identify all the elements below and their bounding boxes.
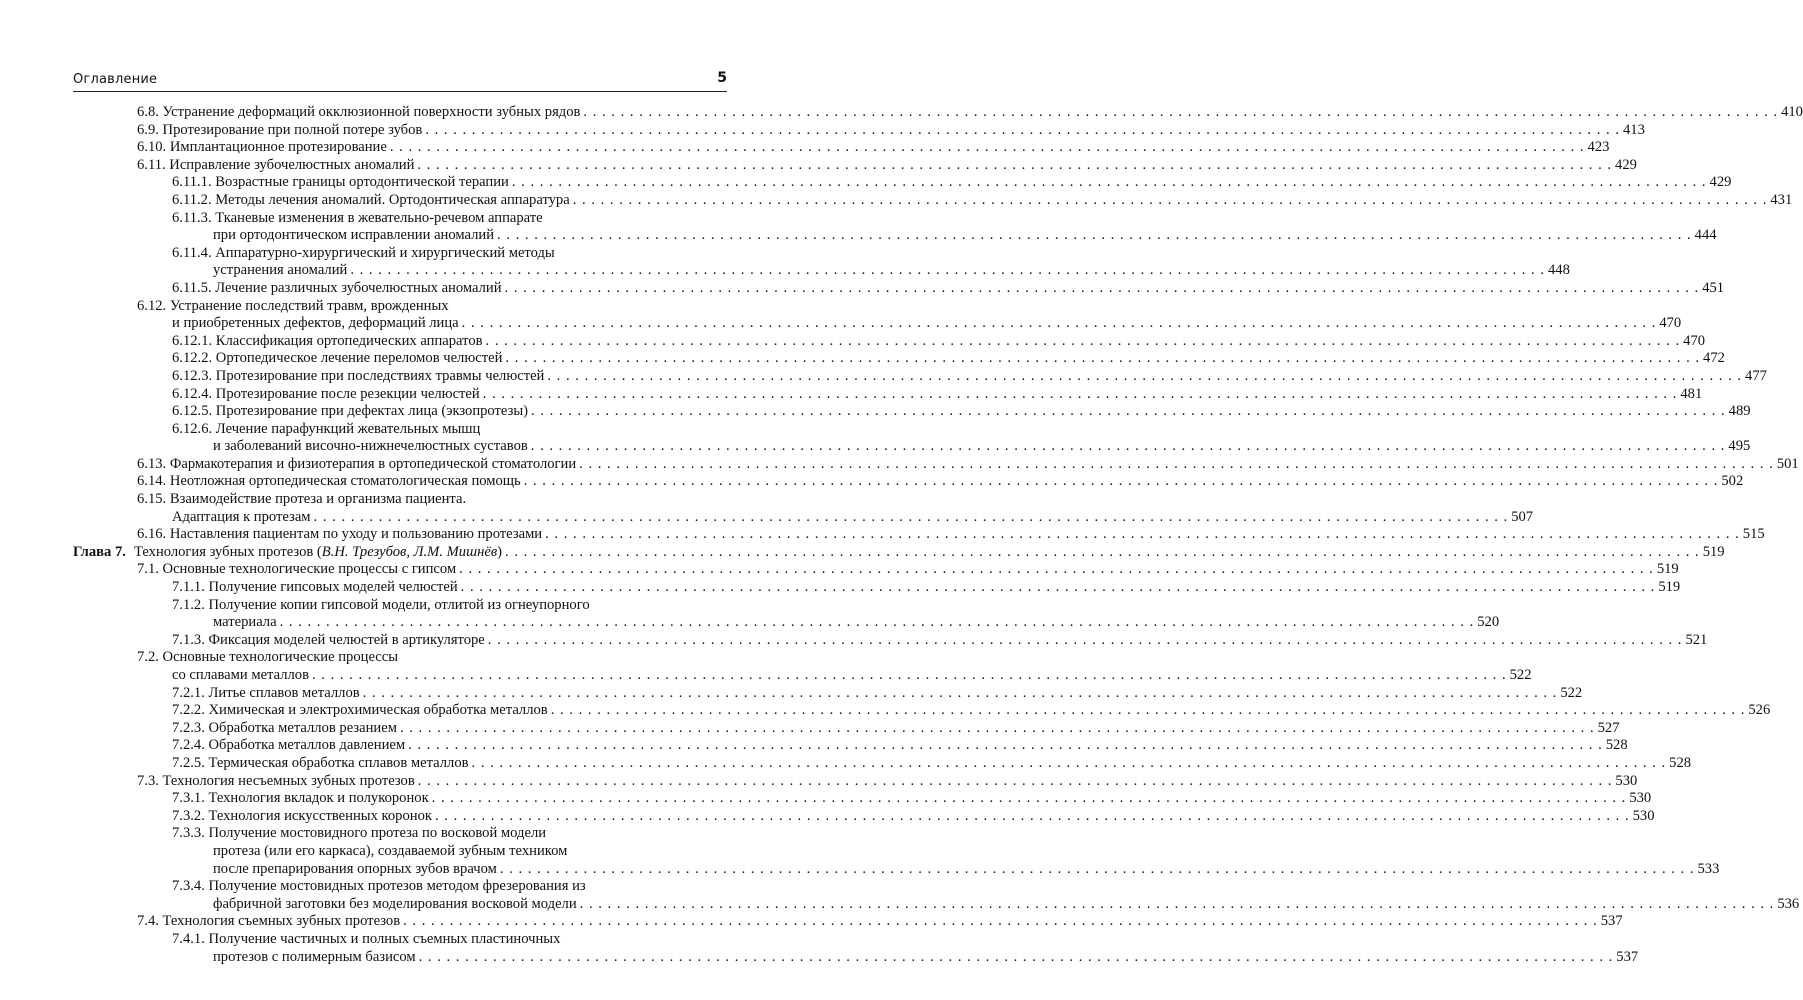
toc-entry[interactable] <box>73 403 1751 421</box>
chapter-label: Глава 7. <box>73 543 126 560</box>
toc-page-number: 530 <box>1632 807 1655 824</box>
toc-entry[interactable] <box>73 702 1771 720</box>
toc-line <box>73 385 1703 404</box>
toc-title: протезов с полимерным базисом <box>213 948 416 965</box>
toc-page-number: 413 <box>1622 121 1645 138</box>
toc-page-number: 502 <box>1721 473 1744 490</box>
toc-title: 6.16. Наставления пациентам по уходу и пользованию протезами <box>137 526 543 543</box>
toc-title: 7.2. Основные технологические процессы <box>137 649 399 666</box>
toc-page-number: 533 <box>1697 860 1720 877</box>
toc-line <box>73 262 1570 280</box>
toc-entry[interactable] <box>73 790 1652 808</box>
dot-leader <box>548 702 1749 720</box>
toc-line <box>73 491 727 509</box>
toc-title: 7.3.3. Получение мостовидного протеза по восковой модели <box>172 825 547 842</box>
toc-title: 7.3.4. Получение мостовидных протезов методом фрезерования из <box>172 878 586 895</box>
dot-leader <box>528 403 1729 421</box>
dot-leader <box>542 526 1743 544</box>
toc-page-number: 472 <box>1703 350 1725 367</box>
toc-line <box>73 825 727 843</box>
toc-line <box>73 210 727 228</box>
toc-title: 7.4. Технология съемных зубных протезов <box>137 913 401 930</box>
running-title: Оглавление <box>73 72 158 87</box>
running-header <box>73 68 727 90</box>
toc-title: устранения аномалий <box>213 262 348 279</box>
chapter-authors: В.Н. Трезубов, Л.М. Мишнёв <box>321 543 498 560</box>
dot-leader <box>544 368 1745 386</box>
dot-leader <box>502 280 1703 298</box>
toc-line <box>73 860 1720 879</box>
toc-title: 7.2.3. Обработка металлов резанием <box>172 719 397 736</box>
chapter-title-end: ) <box>497 543 503 560</box>
toc-title: и заболеваний височно-нижнечелюстных суставов <box>213 438 528 455</box>
toc-page-number: 530 <box>1629 790 1652 807</box>
dot-leader <box>429 790 1630 808</box>
toc-line <box>73 737 1628 755</box>
toc-page-number: 530 <box>1615 772 1638 789</box>
toc-line <box>73 332 1706 351</box>
toc-entry[interactable] <box>73 297 1682 333</box>
toc-page-number: 521 <box>1685 631 1708 648</box>
toc-line <box>73 684 1583 703</box>
toc-page-number: 519 <box>1702 543 1725 560</box>
dot-leader <box>469 755 1670 773</box>
dot-leader <box>576 456 1777 474</box>
toc-line <box>73 790 1652 808</box>
toc-title: 6.15. Взаимодействие протеза и организма пациента. <box>137 491 467 508</box>
toc-page-number: 431 <box>1770 191 1793 208</box>
toc-line <box>73 191 1793 210</box>
toc-entry[interactable] <box>73 332 1706 351</box>
toc-entry[interactable] <box>73 139 1610 157</box>
toc-title: 7.3. Технология несъемных зубных протезов <box>137 772 415 789</box>
toc-title: материала <box>213 614 277 631</box>
toc-title: 6.12.5. Протезирование при дефектах лица (экзопротезы) <box>172 403 529 420</box>
toc-title: 6.12.4. Протезирование после резекции челюстей <box>172 385 480 402</box>
toc-line <box>73 878 727 896</box>
toc-line <box>73 667 1532 685</box>
toc-line <box>73 526 1765 544</box>
toc-line <box>73 579 1681 597</box>
toc-page-number: 515 <box>1742 526 1765 543</box>
toc-page-number: 470 <box>1683 332 1706 349</box>
toc-page-number: 536 <box>1777 895 1800 912</box>
dot-leader <box>459 315 1660 333</box>
toc-line <box>73 104 1803 122</box>
toc-title: 7.1.2. Получение копии гипсовой модели, отлитой из огнеупорного <box>172 596 590 613</box>
toc-entry[interactable] <box>73 491 1534 526</box>
dot-leader <box>570 192 1771 210</box>
toc-entry[interactable] <box>73 930 1639 966</box>
chapter-entry[interactable] <box>73 543 1725 562</box>
dot-leader <box>494 227 1695 245</box>
toc-line <box>73 473 1744 491</box>
toc-page-number: 451 <box>1702 279 1725 296</box>
toc-title: 7.1.1. Получение гипсовых моделей челюстей <box>172 579 458 596</box>
dot-leader <box>422 122 1623 140</box>
toc-title: 6.12. Устранение последствий травм, врожденных <box>137 297 449 314</box>
toc-title: 7.4.1. Получение частичных и полных съемных пластиночных <box>172 930 561 947</box>
toc-page-number: 495 <box>1728 438 1751 455</box>
toc-title <box>134 544 502 562</box>
toc-entry[interactable] <box>73 579 1681 597</box>
dot-leader <box>400 913 1601 931</box>
toc-entry[interactable] <box>73 244 1570 280</box>
toc-title: 6.14. Неотложная ортопедическая стоматологическая помощь <box>137 473 521 490</box>
toc-line <box>73 438 1751 456</box>
toc-line <box>73 754 1692 773</box>
dot-leader <box>483 333 1684 351</box>
toc-title: 6.9. Протезирование при полной потере зубов <box>137 121 423 138</box>
toc-line <box>73 649 727 667</box>
toc-line <box>73 508 1534 527</box>
toc-title: 6.12.6. Лечение парафункций жевательных мышц <box>172 420 481 437</box>
toc-line <box>73 702 1771 720</box>
toc-title: 6.12.2. Ортопедическое лечение переломов челюстей <box>172 350 503 367</box>
toc-line <box>73 139 1610 157</box>
toc-title: 6.11.4. Аппаратурно-хирургический и хирургический методы <box>172 244 555 261</box>
toc-entry[interactable] <box>73 649 1532 684</box>
toc-line <box>73 543 1725 562</box>
dot-leader <box>456 561 1657 579</box>
toc-entry[interactable] <box>73 737 1628 755</box>
toc-line <box>73 913 1623 931</box>
toc-page-number: 470 <box>1659 315 1682 332</box>
dot-leader <box>528 438 1729 456</box>
toc-title: протеза (или его каркаса), создаваемой зубным техником <box>213 842 568 859</box>
toc-entry[interactable] <box>73 719 1620 738</box>
dot-leader <box>521 473 1722 491</box>
toc-line <box>73 614 1500 632</box>
toc-title: 7.3.2. Технология искусственных коронок <box>172 807 432 824</box>
toc-line <box>73 121 1645 140</box>
toc-page-number: 527 <box>1597 719 1620 736</box>
page-number: 5 <box>717 70 727 86</box>
toc-entry[interactable] <box>73 209 1717 245</box>
toc-page-number: 522 <box>1560 684 1583 701</box>
toc-title: после препарирования опорных зубов врачом <box>213 860 497 877</box>
toc-line <box>73 367 1767 386</box>
header-rule <box>73 91 727 92</box>
toc-page-number: 448 <box>1547 262 1570 279</box>
toc-entry[interactable] <box>73 825 1720 878</box>
toc-entry[interactable] <box>73 913 1623 931</box>
toc-entry[interactable] <box>73 526 1765 544</box>
toc-line <box>73 948 1639 967</box>
toc-title: фабричной заготовки без моделирования восковой модели <box>213 895 577 912</box>
dot-leader <box>415 773 1616 791</box>
toc-entry[interactable] <box>73 385 1703 404</box>
toc-entry[interactable] <box>73 807 1655 826</box>
chapter-title: Технология зубных протезов ( <box>134 543 322 560</box>
toc-entry[interactable] <box>73 772 1638 791</box>
dot-leader <box>387 139 1588 157</box>
toc-line <box>73 807 1655 826</box>
table-of-contents <box>73 104 1803 966</box>
toc-entry[interactable] <box>73 754 1692 773</box>
toc-title: со сплавами металлов <box>172 667 309 683</box>
toc-page-number: 526 <box>1748 702 1771 719</box>
toc-line <box>73 631 1708 650</box>
dot-leader <box>580 104 1781 122</box>
toc-title: 6.10. Имплантационное протезирование <box>137 139 387 156</box>
toc-title: 6.11.1. Возрастные границы ортодонтической терапии <box>172 174 509 191</box>
toc-title: 7.2.5. Термическая обработка сплавов металлов <box>172 754 469 771</box>
toc-line <box>73 843 727 861</box>
toc-title: 7.3.1. Технология вкладок и полукоронок <box>172 790 429 807</box>
toc-line <box>73 245 727 263</box>
toc-line <box>73 561 1679 579</box>
toc-title: Адаптация к протезам <box>172 508 311 525</box>
toc-entry[interactable] <box>73 104 1803 122</box>
toc-line <box>73 931 727 949</box>
toc-title: 6.13. Фармакотерапия и физиотерапия в ортопедической стоматологии <box>137 455 577 472</box>
toc-page-number: 410 <box>1781 104 1803 120</box>
toc-page-number: 528 <box>1605 737 1628 754</box>
toc-line <box>73 403 1751 421</box>
dot-leader <box>277 614 1478 632</box>
dot-leader <box>414 157 1615 175</box>
toc-line <box>73 298 727 316</box>
toc-title: 7.1. Основные технологические процессы с гипсом <box>137 561 457 578</box>
toc-page-number: 537 <box>1616 948 1639 965</box>
toc-title: 7.1.3. Фиксация моделей челюстей в артикуляторе <box>172 631 485 648</box>
dot-leader <box>458 579 1659 597</box>
dot-leader <box>405 737 1606 755</box>
toc-entry[interactable] <box>73 350 1725 368</box>
toc-title: 6.11. Исправление зубочелюстных аномалий <box>137 156 415 173</box>
toc-line <box>73 719 1620 738</box>
dot-leader <box>485 632 1686 650</box>
toc-line <box>73 279 1725 298</box>
dot-leader <box>397 720 1598 738</box>
toc-page-number: 429 <box>1709 174 1732 191</box>
toc-page-number: 507 <box>1511 508 1534 525</box>
toc-page-number: 522 <box>1509 667 1532 683</box>
dot-leader <box>309 667 1510 685</box>
toc-entry[interactable] <box>73 121 1645 140</box>
toc-page-number: 519 <box>1656 561 1679 578</box>
toc-title: 6.11.5. Лечение различных зубочелюстных аномалий <box>172 279 502 296</box>
toc-title: 6.11.2. Методы лечения аномалий. Ортодонтическая аппаратура <box>172 191 570 208</box>
toc-entry[interactable] <box>73 420 1751 456</box>
dot-leader <box>360 685 1561 703</box>
toc-entry[interactable] <box>73 473 1744 491</box>
toc-entry[interactable] <box>73 878 1800 913</box>
toc-title: 7.2.2. Химическая и электрохимическая обработка металлов <box>172 702 548 719</box>
toc-line <box>73 421 727 439</box>
toc-page-number: 520 <box>1477 614 1500 631</box>
toc-line <box>73 597 727 615</box>
toc-page-number: 444 <box>1694 227 1717 244</box>
toc-entry[interactable] <box>73 561 1679 579</box>
toc-title: 7.2.4. Обработка металлов давлением <box>172 737 406 754</box>
toc-line <box>73 174 1732 192</box>
dot-leader <box>311 509 1512 527</box>
toc-page-number: 477 <box>1745 367 1767 384</box>
dot-leader <box>509 174 1710 192</box>
toc-entry[interactable] <box>73 596 1500 632</box>
toc-page-number: 429 <box>1615 156 1637 173</box>
dot-leader <box>502 544 1703 562</box>
toc-entry[interactable] <box>73 191 1793 210</box>
toc-line <box>73 156 1637 175</box>
toc-entry[interactable] <box>73 684 1583 703</box>
dot-leader <box>502 350 1703 368</box>
toc-entry[interactable] <box>73 631 1708 650</box>
toc-line <box>73 350 1725 368</box>
toc-line <box>73 315 1682 333</box>
dot-leader <box>577 896 1778 914</box>
toc-page-number: 481 <box>1680 385 1703 402</box>
toc-page-number: 537 <box>1600 913 1623 930</box>
toc-entry[interactable] <box>73 367 1767 386</box>
toc-line <box>73 895 1800 914</box>
toc-title: при ортодонтическом исправлении аномалий <box>213 227 495 244</box>
toc-line <box>73 455 1799 474</box>
toc-entry[interactable] <box>73 174 1732 192</box>
dot-leader <box>416 949 1617 967</box>
dot-leader <box>497 861 1698 879</box>
toc-entry[interactable] <box>73 455 1799 474</box>
toc-title: 6.12.1. Классификация ортопедических аппаратов <box>172 332 483 349</box>
toc-title: 6.8. Устранение деформаций окклюзионной поверхности зубных рядов <box>137 104 581 120</box>
toc-title: 6.12.3. Протезирование при последствиях травмы челюстей <box>172 367 545 384</box>
toc-page-number: 528 <box>1669 754 1692 771</box>
toc-title: 6.11.3. Тканевые изменения в жевательно-речевом аппарате <box>172 209 543 226</box>
dot-leader <box>432 808 1633 826</box>
toc-page-number: 489 <box>1728 403 1751 420</box>
toc-entry[interactable] <box>73 279 1725 298</box>
toc-line <box>73 772 1638 791</box>
dot-leader <box>480 386 1681 404</box>
toc-entry[interactable] <box>73 156 1637 175</box>
toc-page-number: 423 <box>1587 139 1610 156</box>
toc-page-number: 519 <box>1658 579 1681 596</box>
toc-title: 7.2.1. Литье сплавов металлов <box>172 684 360 701</box>
toc-line <box>73 227 1717 245</box>
toc-title: и приобретенных дефектов, деформаций лица <box>172 315 459 332</box>
toc-page-number: 501 <box>1776 455 1799 472</box>
dot-leader <box>347 262 1548 280</box>
